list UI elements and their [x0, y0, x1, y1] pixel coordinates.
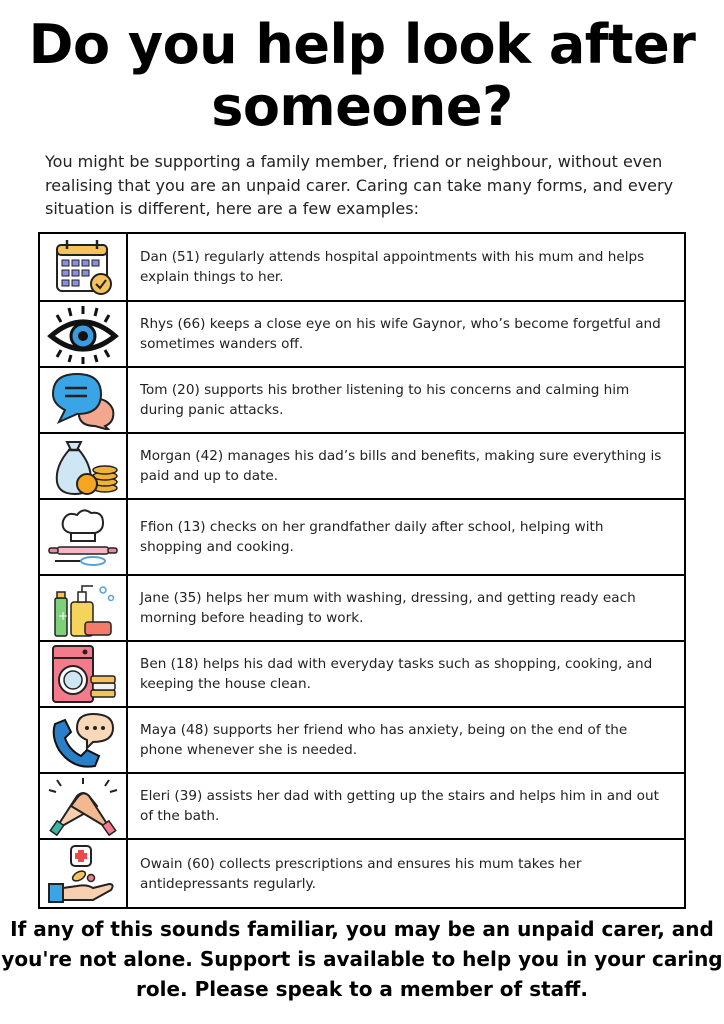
example-text: Tom (20) supports his brother listening to his concerns and calming him during panic attacks. — [140, 382, 630, 418]
table-row — [40, 366, 684, 432]
example-text: Maya (48) supports her friend who has anxiety, being on the end of the phone whenever she is needed. — [140, 722, 628, 758]
example-text: Rhys (66) keeps a close eye on his wife Gaynor, who’s become forgetful and sometimes wanders off. — [140, 316, 661, 352]
svg-text:+: + — [58, 609, 69, 623]
example-text: Jane (35) helps her mum with washing, dressing, and getting ready each morning before heading to work. — [140, 590, 636, 626]
example-text: Morgan (42) manages his dad’s bills and benefits, making sure everything is paid and up to date. — [140, 448, 662, 484]
phone-icon — [47, 710, 119, 770]
example-text: Ffion (13) checks on her grandfather daily after school, helping with shopping and cooking. — [140, 519, 604, 555]
helping-hands-icon — [47, 776, 119, 836]
example-text: Dan (51) regularly attends hospital appointments with his mum and helps explain things to her. — [140, 249, 645, 285]
toiletries-icon — [47, 578, 119, 638]
table-row — [40, 772, 684, 838]
washing-machine-icon — [47, 644, 119, 704]
examples-table — [38, 232, 686, 909]
table-row — [40, 640, 684, 706]
chef-hat-icon — [47, 507, 119, 567]
table-row — [40, 706, 684, 772]
table-row — [40, 234, 684, 300]
eye-icon — [47, 304, 119, 364]
table-row — [40, 300, 684, 366]
table-row — [40, 838, 684, 907]
calendar-icon — [47, 237, 119, 297]
medicine-hand-icon — [47, 844, 119, 904]
table-row — [40, 498, 684, 574]
example-text: Eleri (39) assists her dad with getting up the stairs and helps him in and out of the bath. — [140, 788, 659, 824]
footer-message: If any of this sounds familiar, you may be an unpaid carer, and you're not alone. Support is available to help you in your caring role. Please speak to a member of staff. — [1, 917, 723, 1001]
intro-paragraph: You might be supporting a family member, friend or neighbour, without even realising that you are an unpaid carer. Caring can take many forms, and every situation is different, here are a few examples: — [45, 152, 674, 218]
page-title: Do you help look after someone? — [28, 13, 696, 138]
example-text: Owain (60) collects prescriptions and ensures his mum takes her antidepressants regularly. — [140, 855, 582, 892]
table-row — [40, 574, 684, 640]
chat-bubbles-icon — [47, 370, 119, 430]
table-row — [40, 432, 684, 498]
money-bag-icon — [47, 436, 119, 496]
example-text: Ben (18) helps his dad with everyday tasks such as shopping, cooking, and keeping the house clean. — [140, 656, 653, 692]
